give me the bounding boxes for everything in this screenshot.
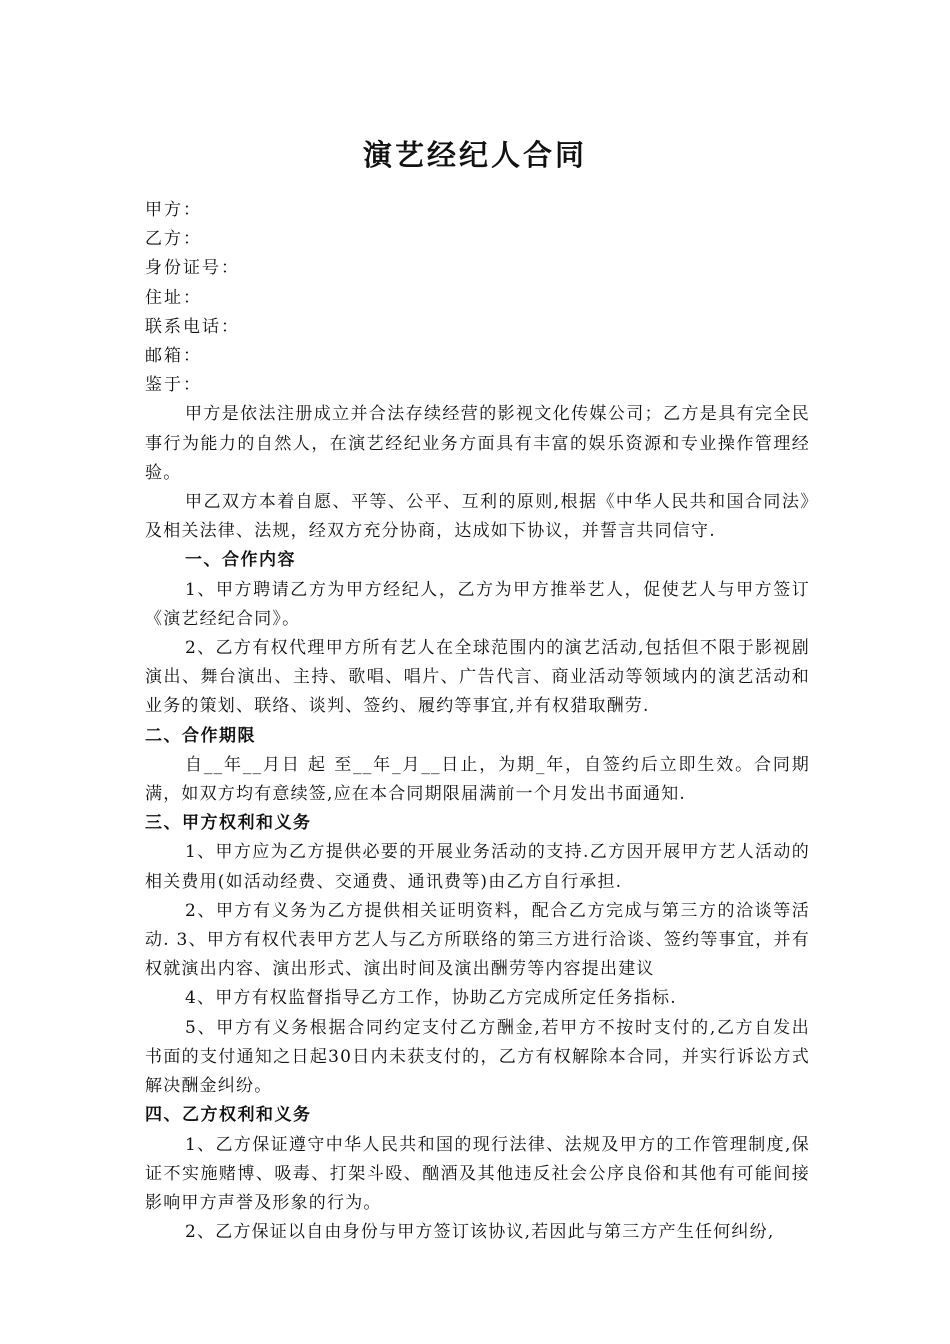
document-body	[145, 196, 810, 1247]
clause-paragraph: 1、甲方应为乙方提供必要的开展业务活动的支持.乙方因开展甲方艺人活动的相关费用(如活动经费、交通费、通讯费等)由乙方自行承担.	[145, 842, 810, 892]
section-heading: 一、合作内容	[185, 550, 296, 571]
phone-field: 联系电话：	[145, 316, 240, 337]
clause-paragraph: 5、甲方有义务根据合同约定支付乙方酬金,若甲方不按时支付的,乙方自发出书面的支付通知之日起30日内未获支付的，乙方有权解除本合同，并实行诉讼方式解决酬金纠纷。	[145, 1017, 810, 1097]
clause-paragraph: 1、甲方聘请乙方为甲方经纪人，乙方为甲方推举艺人，促使艺人与甲方签订《演艺经纪合同》。	[145, 579, 810, 629]
section-heading: 四、乙方权利和义务	[145, 1105, 312, 1126]
document-title: 演艺经纪人合同	[362, 138, 587, 172]
clause-paragraph: 1、乙方保证遵守中华人民共和国的现行法律、法规及甲方的工作管理制度,保证不实施赌博、吸毒、打架斗殴、酗酒及其他违反社会公序良俗和其他有可能间接影响甲方声誉及形象的行为。	[145, 1134, 810, 1213]
preamble-paragraph: 甲方是依法注册成立并合法存续经营的影视文化传媒公司；乙方是具有完全民事行为能力的自然人，在演艺经纪业务方面具有丰富的娱乐资源和专业操作管理经验。	[145, 404, 810, 483]
address-field: 住址：	[145, 287, 202, 308]
clause-paragraph: 4、甲方有权监督指导乙方工作，协助乙方完成所定任务指标.	[185, 988, 677, 1009]
party-b-field: 乙方：	[145, 229, 202, 250]
whereas-label: 鉴于：	[145, 375, 202, 396]
clause-paragraph: 自__年__月日 起 至__年_月__日止，为期_年，自签约后立即生效。合同期满，如双方均有意续签,应在本合同期限届满前一个月发出书面通知.	[145, 754, 810, 805]
clause-paragraph: 2、乙方有权代理甲方所有艺人在全球范围内的演艺活动,包括但不限于影视剧演出、舞台演出、主持、歌唱、唱片、广告代言、商业活动等领域内的演艺活动和业务的策划、联络、谈判、签约、履约等事宜,并有权猎取酬劳.	[145, 638, 810, 717]
clause-paragraph: 2、甲方有义务为乙方提供相关证明资料，配合乙方完成与第三方的洽谈等活动. 3、甲方有权代表甲方艺人与乙方所联络的第三方进行洽谈、签约等事宜，并有权就演出内容、演出形式、演出时间及演出酬劳等内容提出建议	[145, 900, 810, 980]
clause-paragraph: 2、乙方保证以自由身份与甲方签订该协议,若因此与第三方产生任何纠纷,	[185, 1222, 775, 1243]
section-heading: 二、合作期限	[145, 725, 256, 746]
section-heading: 三、甲方权利和义务	[145, 813, 312, 834]
id-number-field: 身份证号：	[145, 258, 240, 279]
preamble-paragraph: 甲乙双方本着自愿、平等、公平、互利的原则,根据《中华人民共和国合同法》及相关法律、法规，经双方充分协商，达成如下协议，并誓言共同信守.	[145, 492, 810, 542]
party-a-field: 甲方：	[145, 200, 202, 220]
email-field: 邮箱：	[145, 346, 202, 367]
